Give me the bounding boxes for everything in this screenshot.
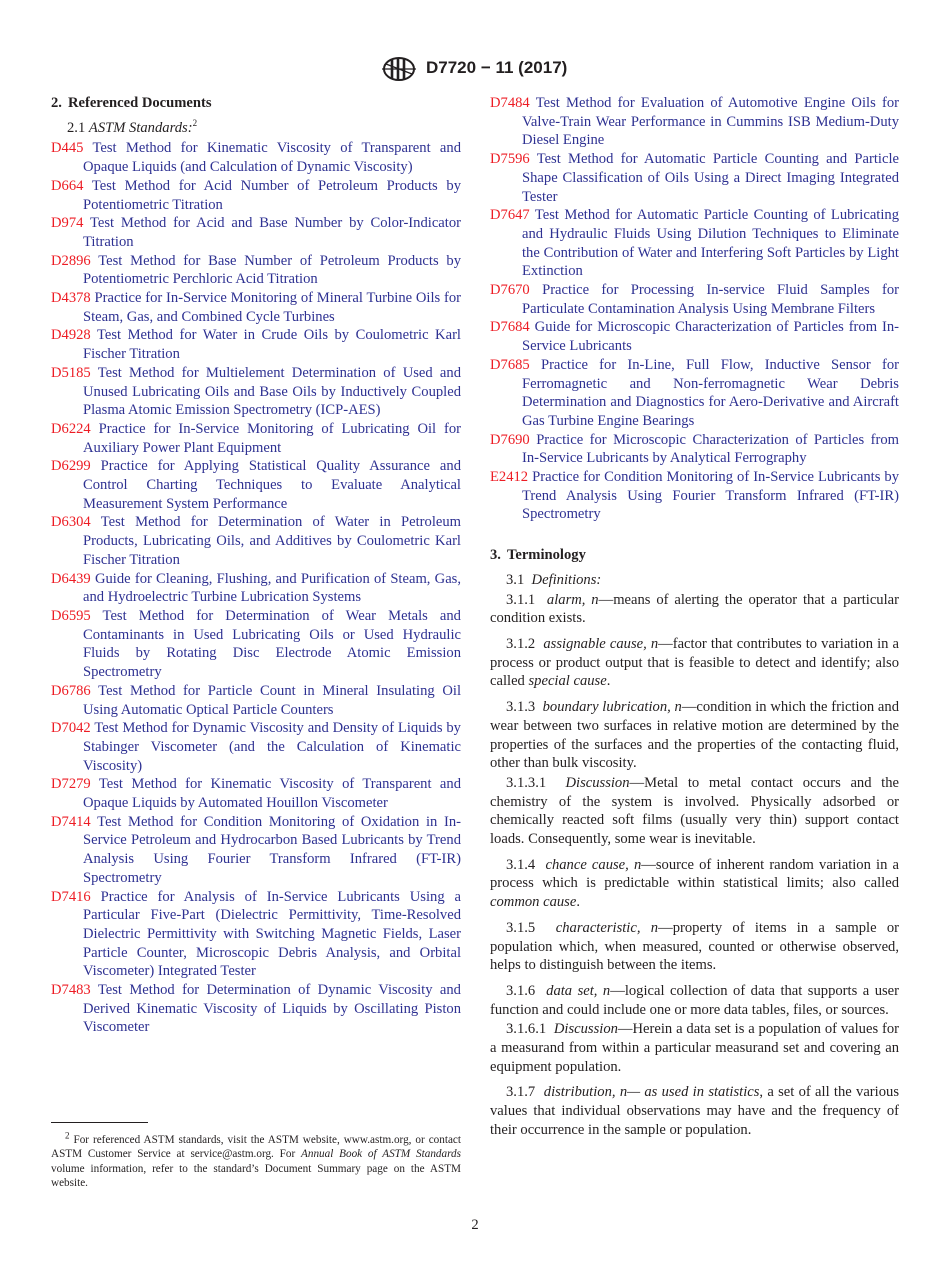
reference-entry <box>51 420 461 457</box>
reference-title-link[interactable]: Practice for In-Line, Full Flow, Inductive Sensor for Ferromagnetic and Non-ferromagnetic Wear Debris Determination and Diagnostics for Aero-Derivative and Aircraft Gas Turbine Engine Bearings <box>522 356 899 429</box>
reference-code-link[interactable]: D7596 <box>490 151 530 168</box>
term: chance cause, n <box>545 856 642 873</box>
term: common cause <box>490 894 577 911</box>
paragraph-number: 3.1.3 <box>506 699 536 716</box>
reference-title-link[interactable]: Practice for In-Service Monitoring of Lubricating Oil for Auxiliary Power Plant Equipment <box>83 420 461 456</box>
reference-code-link[interactable]: D6786 <box>51 682 91 699</box>
paragraph-3-1-7 <box>490 1083 899 1139</box>
paragraph-number: 3.1.5 <box>506 919 536 936</box>
reference-entry <box>51 607 461 682</box>
reference-title-link[interactable]: Practice for Processing In-service Fluid Samples for Particulate Contamination Analysis Using Membrane Filters <box>522 282 899 317</box>
reference-title-link[interactable]: Test Method for Determination of Wear Metals and Contaminants in Used Lubricating Oils or Used Hydraulic Fluids by Rotating Disc Electrode Atomic Emission Spectrometry <box>83 607 461 681</box>
paragraph-number: 3.1.2 <box>506 635 536 652</box>
reference-title-link[interactable]: Test Method for Condition Monitoring of Oxidation in In-Service Petroleum and Hydrocarbon Based Lubricants by Trend Analysis Using Fourier Transform Infrared (FT-IR) Spectrometry <box>83 813 462 886</box>
astm-logo-icon <box>380 56 418 82</box>
reference-entry <box>51 513 461 569</box>
section-number: 3. <box>490 547 501 564</box>
reference-title-link[interactable]: Test Method for Kinematic Viscosity of Transparent and Opaque Liquids by Automated Houillon Viscometer <box>83 776 461 812</box>
paragraph-number: 3.1.7 <box>506 1084 536 1101</box>
reference-code-link[interactable]: D7484 <box>490 95 530 111</box>
reference-entry <box>51 775 461 812</box>
reference-title-link[interactable]: Test Method for Automatic Particle Counting of Lubricating and Hydraulic Fluids Using Dilution Techniques to Eliminate the Contribution of Water and Interfering Soft Particles by Light Extinction <box>522 207 899 280</box>
reference-code-link[interactable]: D7685 <box>490 356 530 373</box>
reference-code-link[interactable]: D4928 <box>51 327 91 344</box>
reference-entry <box>51 719 461 775</box>
subsection-title: ASTM Standards: <box>88 119 193 136</box>
subsection-2-1 <box>67 119 461 138</box>
reference-code-link[interactable]: D7670 <box>490 282 530 299</box>
paragraph-3-1-5 <box>490 919 899 975</box>
section-2-heading <box>51 94 461 113</box>
reference-entry <box>51 252 461 289</box>
reference-title-link[interactable]: Test Method for Automatic Particle Counting and Particle Shape Classification of Oils Using a Direct Imaging Integrated Tester <box>522 151 899 205</box>
reference-title-link[interactable]: Test Method for Acid Number of Petroleum Products by Potentiometric Titration <box>83 177 461 213</box>
reference-title-link[interactable]: Test Method for Determination of Water in Petroleum Products, Lubricating Oils, and Additives by Coulometric Karl Fischer Titration <box>83 514 462 568</box>
reference-title-link[interactable]: Test Method for Particle Count in Mineral Insulating Oil Using Automatic Optical Particle Counters <box>83 682 462 718</box>
page-number: 2 <box>471 1217 479 1233</box>
reference-list-left <box>51 139 461 1037</box>
term: Discussion <box>553 1021 618 1038</box>
definition-text: —means of alerting the operator that a particular condition exists. <box>490 591 899 627</box>
footnote-text: For referenced ASTM standards, visit the ASTM website, www.astm.org, or contact ASTM Customer Service at service@astm.org. For <box>51 1134 461 1161</box>
reference-entry <box>490 431 899 468</box>
definition-text: —Herein a data set is a population of values for a measurand from within a particular measurand set and covering an equipment population. <box>490 1021 899 1075</box>
reference-code-link[interactable]: D7416 <box>51 888 91 905</box>
paragraph-number: 3.1.3.1 <box>506 774 547 791</box>
reference-entry <box>51 682 461 719</box>
reference-code-link[interactable]: D6595 <box>51 607 91 624</box>
reference-title-link[interactable]: Test Method for Acid and Base Number by Color-Indicator Titration <box>83 215 461 250</box>
reference-code-link[interactable]: D7690 <box>490 431 530 448</box>
reference-title-link[interactable]: Test Method for Kinematic Viscosity of Transparent and Opaque Liquids (and Calculation of Dynamic Viscosity) <box>83 140 462 176</box>
paragraph-3-1-6-1 <box>490 1020 899 1076</box>
definition-text: —condition in which the friction and wear between two surfaces in relative motion are determined by the properties of the surfaces and the properties of the contacting fluid, other than bulk viscosity. <box>490 699 899 772</box>
footnote-marker[interactable]: 2 <box>192 117 198 128</box>
paragraph-number: 3.1.1 <box>506 591 536 608</box>
definition-text: —logical collection of data that supports a user function and could include one or more data tables, files, or sources. <box>490 982 900 1018</box>
term: boundary lubrication, n <box>542 699 682 716</box>
reference-code-link[interactable]: D664 <box>51 177 84 194</box>
definition-text: , a set of all the various values that individual observations may have and the frequency of their occurrence in the sample or population. <box>490 1084 899 1138</box>
reference-entry <box>51 813 461 888</box>
reference-code-link[interactable]: D7279 <box>51 776 91 793</box>
reference-title-link[interactable]: Practice for Analysis of In-Service Lubricants Using a Particular Five-Part (Dielectric Permittivity, Time-Resolved Dielectric Permittivity with Switching Magnetic Fields, Laser Particle Counter, Microscopic Debris Analysis, and Orbital Viscometer) Integrated Tester <box>83 888 461 980</box>
reference-title-link[interactable]: Practice for Applying Statistical Quality Assurance and Control Charting Techniques to Evaluate Analytical Measurement System Performance <box>83 458 461 512</box>
reference-title-link[interactable]: Test Method for Base Number of Petroleum Products by Potentiometric Perchloric Acid Titration <box>83 252 461 288</box>
reference-entry <box>490 94 899 150</box>
definition-text: —Metal to metal contact occurs and the chemistry of the system is involved. Physically adsorbed or chemically reacted soft films (usually very thin) support contact loads. Consequently, some wear is inevitable. <box>490 774 900 848</box>
reference-code-link[interactable]: D7414 <box>51 813 91 830</box>
paragraph-3-1-3 <box>490 698 899 773</box>
definition-text: —property of items in a sample or population which, when measured, counted or otherwise observed, helps to distinguish between the items. <box>490 919 899 974</box>
reference-entry <box>51 888 461 982</box>
reference-code-link[interactable]: D7684 <box>490 319 530 336</box>
term: Discussion <box>565 774 630 791</box>
reference-entry <box>490 356 899 431</box>
right-column <box>490 94 899 1147</box>
reference-title-link[interactable]: Test Method for Dynamic Viscosity and Density of Liquids by Stabinger Viscometer (and the Calculation of Kinematic Viscosity) <box>83 720 461 774</box>
term: alarm, n <box>546 591 599 608</box>
reference-title-link[interactable]: Practice for Condition Monitoring of In-Service Lubricants by Trend Analysis Using Fourier Transform Infrared (FT-IR) Spectrometry <box>522 469 899 523</box>
reference-entry <box>490 281 899 318</box>
reference-code-link[interactable]: D6224 <box>51 420 91 437</box>
paragraph-number: 3.1.6 <box>506 982 536 999</box>
reference-entry <box>51 289 461 326</box>
term: distribution, n— as used in statistics <box>543 1084 760 1101</box>
term: special cause <box>528 673 607 690</box>
reference-code-link[interactable]: D5185 <box>51 364 91 381</box>
reference-entry <box>490 150 899 206</box>
reference-code-link[interactable]: D6299 <box>51 458 91 475</box>
reference-code-link[interactable]: D974 <box>51 215 84 232</box>
subsection-number: 2.1 <box>67 119 86 136</box>
paragraph-3-1-2 <box>490 635 899 691</box>
reference-code-link[interactable]: D445 <box>51 140 84 157</box>
reference-code-link[interactable]: D6304 <box>51 514 91 531</box>
section-title: Referenced Documents <box>67 95 212 111</box>
term: characteristic, n <box>555 919 659 936</box>
reference-code-link[interactable]: D6439 <box>51 570 91 587</box>
reference-entry <box>51 457 461 513</box>
document-designation: D7720 − 11 (2017) <box>426 58 568 77</box>
reference-entry <box>490 318 899 355</box>
definition-text: —source of inherent random variation in a process which is predictable within statistical limits; also called <box>490 856 900 892</box>
reference-code-link[interactable]: D7483 <box>51 982 91 999</box>
reference-title-link[interactable]: Practice for In-Service Monitoring of Mineral Turbine Oils for Steam, Gas, and Combined Cycle Turbines <box>83 290 461 325</box>
footnote-divider <box>51 1122 148 1123</box>
reference-entry <box>51 139 461 176</box>
reference-entry <box>51 981 461 1037</box>
reference-code-link[interactable]: E2412 <box>490 469 529 486</box>
reference-entry <box>51 177 461 214</box>
paragraph-3-1-1 <box>490 591 899 628</box>
left-column <box>51 94 461 1037</box>
punctuation: . <box>606 673 611 690</box>
reference-entry <box>51 326 461 363</box>
punctuation: . <box>576 894 580 911</box>
paragraph-number: 3.1.6.1 <box>506 1021 547 1038</box>
reference-list-right <box>490 94 899 524</box>
paragraph-number: 3.1 <box>506 571 525 588</box>
reference-title-link[interactable]: Test Method for Multielement Determination of Used and Unused Lubricating Oils and Base Oils by Inductively Coupled Plasma Atomic Emission Spectrometry (ICP-AES) <box>83 364 461 419</box>
reference-entry <box>51 364 461 420</box>
reference-code-link[interactable]: D4378 <box>51 290 91 307</box>
reference-entry <box>51 570 461 607</box>
page-header <box>0 56 950 84</box>
footnote-number: 2 <box>65 1130 70 1141</box>
footnote-italic-text: Annual Book of ASTM Standards <box>301 1148 461 1161</box>
reference-title-link[interactable]: Guide for Cleaning, Flushing, and Purification of Steam, Gas, and Hydroelectric Turbine Lubrication Systems <box>83 570 461 606</box>
section-3-heading <box>490 546 899 565</box>
reference-entry <box>490 206 899 281</box>
reference-title-link[interactable]: Test Method for Determination of Dynamic Viscosity and Derived Kinematic Viscosity of Liquids by Oscillating Piston Viscometer <box>83 982 461 1036</box>
reference-title-link[interactable]: Guide for Microscopic Characterization of Particles from In-Service Lubricants <box>522 319 900 355</box>
term: data set, n <box>546 982 611 999</box>
footnote <box>51 1130 461 1191</box>
paragraph-3-1 <box>490 571 899 590</box>
paragraph-3-1-3-1 <box>490 774 899 849</box>
reference-title-link[interactable]: Test Method for Water in Crude Oils by Coulometric Karl Fischer Titration <box>83 327 461 363</box>
reference-code-link[interactable]: D2896 <box>51 252 91 269</box>
term: assignable cause, n <box>543 635 659 652</box>
reference-code-link[interactable]: D7647 <box>490 207 530 224</box>
definition-text: —factor that contributes to variation in a process or product output that is feasible to detect and identify; also called <box>490 635 900 690</box>
term: Definitions: <box>531 571 602 588</box>
paragraph-3-1-4 <box>490 856 899 912</box>
reference-title-link[interactable]: Test Method for Evaluation of Automotive Engine Oils for Valve-Train Wear Performance in Cummins ISB Medium-Duty Diesel Engine <box>522 95 899 149</box>
reference-title-link[interactable]: Practice for Microscopic Characterization of Particles from In-Service Lubricants by Analytical Ferrography <box>522 431 899 467</box>
footnote-text: volume information, refer to the standard’s Document Summary page on the ASTM website. <box>51 1162 461 1190</box>
paragraph-number: 3.1.4 <box>506 856 536 873</box>
reference-entry <box>490 468 899 524</box>
section-number: 2. <box>51 95 62 111</box>
reference-code-link[interactable]: D7042 <box>51 720 91 737</box>
section-title: Terminology <box>506 547 586 564</box>
reference-entry <box>51 214 461 251</box>
paragraph-3-1-6 <box>490 982 899 1019</box>
